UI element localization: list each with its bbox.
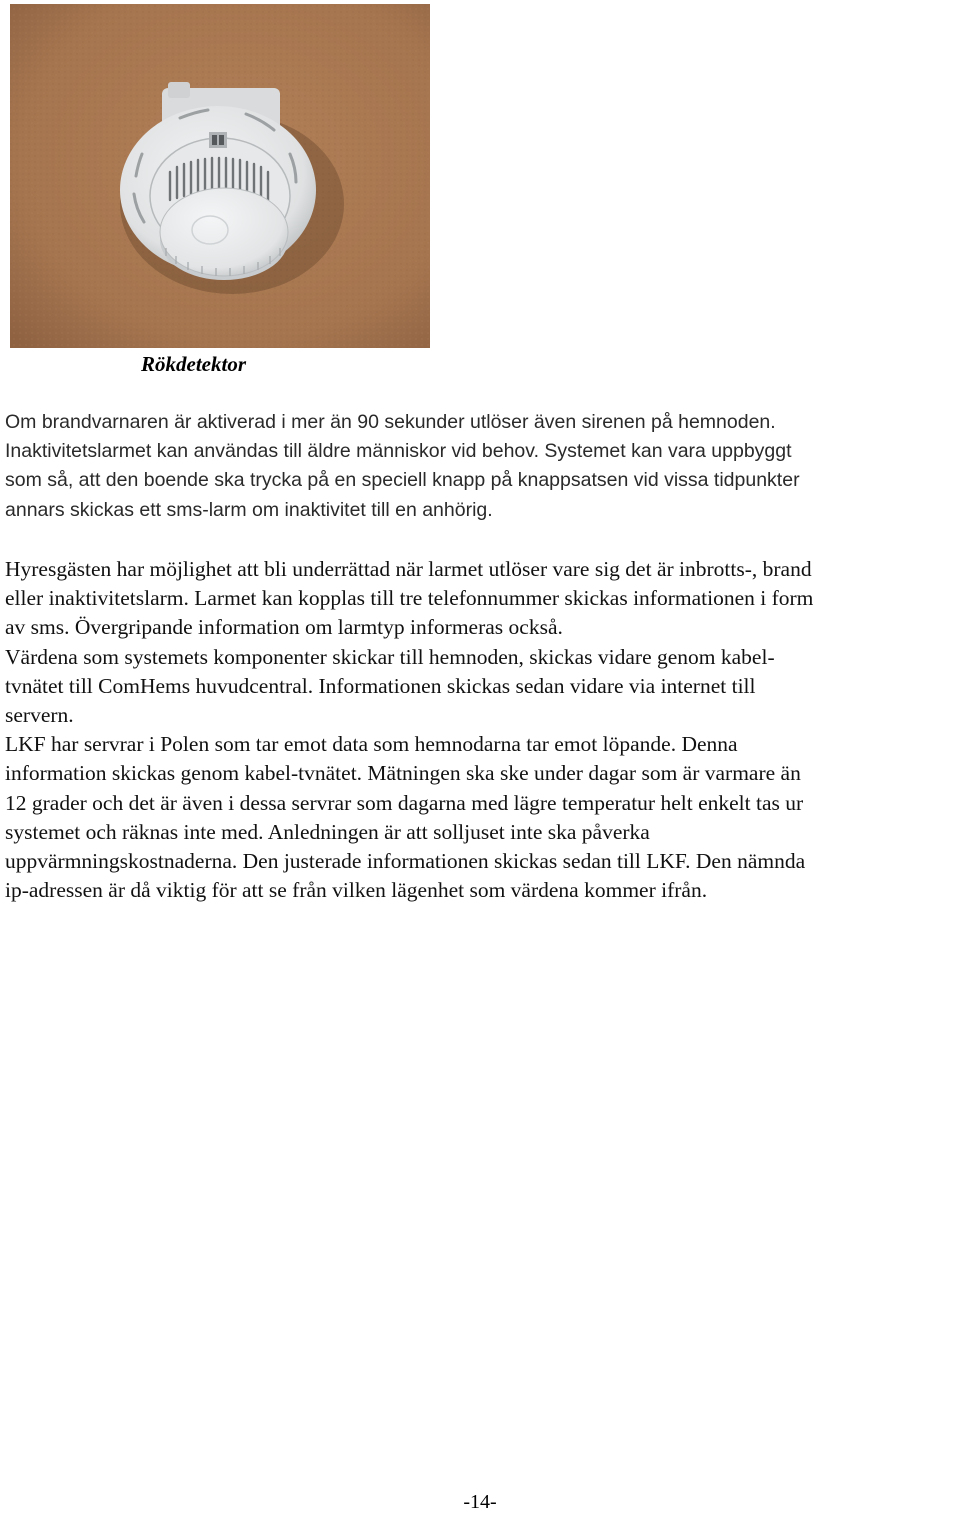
text-line: tvnätet till ComHems huvudcentral. Informationen skickas sedan vidare via internet till [5,673,756,698]
figure-caption: Rökdetektor [141,352,246,376]
text-line: LKF har servrar i Polen som tar emot data som hemnodarna tar emot löpande. Denna [5,732,738,757]
text-line: 12 grader och det är även i dessa servrar som dagarna med lägre temperatur helt enkelt tas ur [5,790,804,815]
text-line: ip-adressen är då viktig för att se från vilken lägenhet som värdena kommer ifrån. [5,878,708,903]
text-line: Värdena som systemets komponenter skickar till hemnoden, skickas vidare genom kabel- [5,644,775,669]
text-line: information skickas genom kabel-tvnätet. Mätningen ska ske under dagar som är varmare än [5,761,801,786]
page-number: -14- [463,1491,497,1513]
text-line: av sms. Övergripande information om larmtyp informeras också. [5,615,563,640]
paragraph-notification [5,555,960,905]
smoke-detector-photo [10,4,430,348]
text-line: systemet och räknas inte med. Anledningen är att solljuset inte ska påverka [5,819,650,844]
text-line: uppvärmningskostnaderna. Den justerade informationen skickas sedan till LKF. Den nämnda [5,849,806,874]
text-line: Hyresgästen har möjlighet att bli underrättad när larmet utlöser vare sig det är inbrotts-, brand [5,557,812,581]
text-line: Inaktivitetslarmet kan användas till äldre människor vid behov. Systemet kan vara uppbyggt [5,440,792,463]
text-line: som så, att den boende ska trycka på en speciell knapp på knappsatsen vid vissa tidpunkter [5,469,800,492]
text-line: Om brandvarnaren är aktiverad i mer än 90 sekunder utlöser även sirenen på hemnoden. [5,411,776,433]
paragraph-smoke-alarm [5,408,960,525]
text-line: annars skickas ett sms-larm om inaktivitet till en anhörig. [5,498,493,521]
text-line: servern. [5,703,74,728]
text-line: eller inaktivitetslarm. Larmet kan kopplas till tre telefonnummer skickas informationen i form [5,586,814,611]
